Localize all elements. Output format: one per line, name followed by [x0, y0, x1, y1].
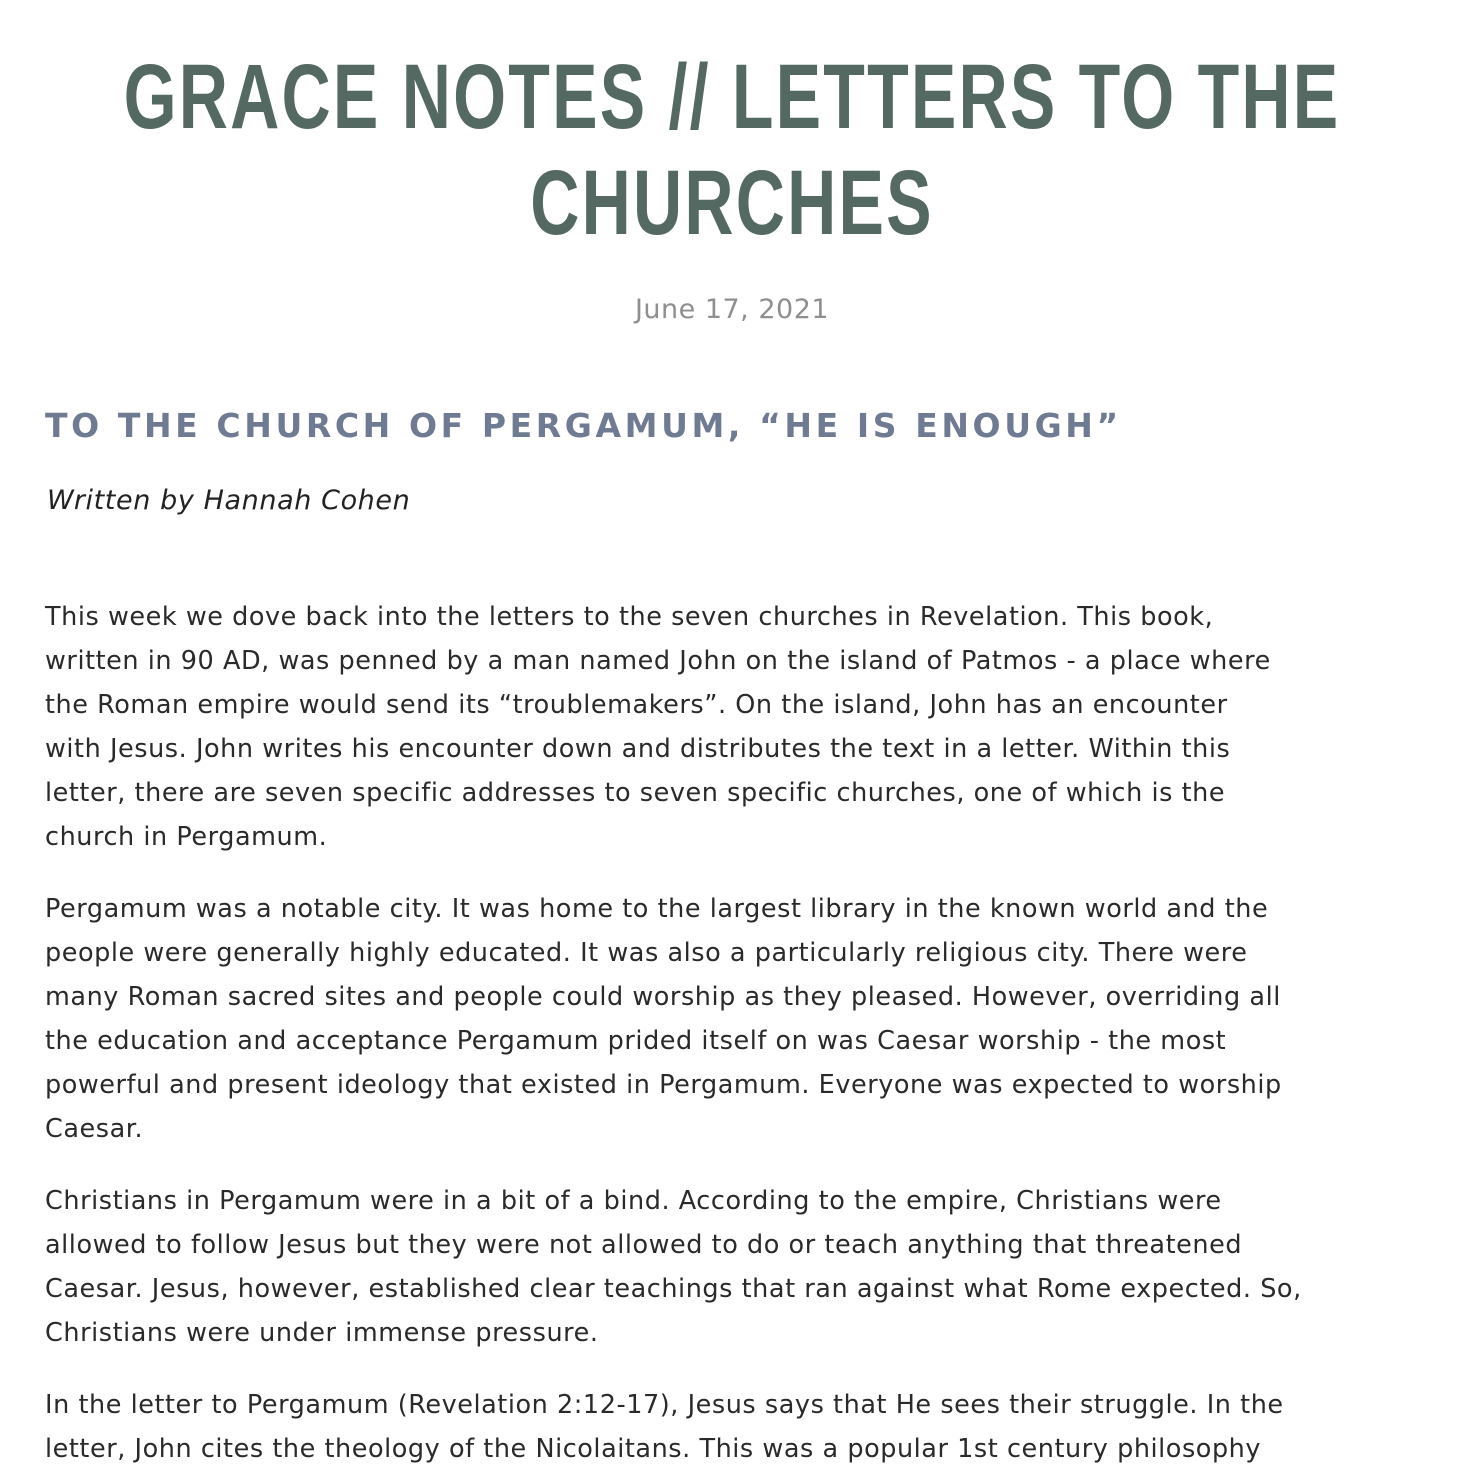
paragraph-line: Pergamum was a notable city. It was home to the largest library in the known world and the	[45, 894, 1269, 924]
post-subtitle: TO THE CHURCH OF PERGAMUM, “HE IS ENOUGH”	[45, 406, 1122, 445]
paragraph-line: people were generally highly educated. It was also a particularly religious city. There were	[45, 938, 1248, 968]
paragraph-line: many Roman sacred sites and people could worship as they pleased. However, overriding all	[45, 982, 1281, 1012]
page-title-text	[66, 44, 1398, 256]
paragraph-line: This week we dove back into the letters to the seven churches in Revelation. This book,	[45, 602, 1214, 632]
paragraph-1	[45, 595, 1445, 859]
paragraph-line: the education and acceptance Pergamum prided itself on was Caesar worship - the most	[45, 1026, 1227, 1056]
paragraph-line: allowed to follow Jesus but they were not allowed to do or teach anything that threatened	[45, 1230, 1243, 1260]
paragraph-line: church in Pergamum.	[45, 822, 328, 852]
post-date: June 17, 2021	[634, 294, 830, 325]
paragraph-line: letter, there are seven specific addresses to seven specific churches, one of which is the	[45, 778, 1226, 808]
paragraph-line: with Jesus. John writes his encounter down and distributes the text in a letter. Within this	[45, 734, 1231, 764]
author-byline: Written by Hannah Cohen	[47, 485, 411, 516]
paragraph-line: written in 90 AD, was penned by a man named John on the island of Patmos - a place where	[45, 646, 1271, 676]
paragraph-line: Caesar. Jesus, however, established clear teachings that ran against what Rome expected. So,	[45, 1274, 1302, 1304]
paragraph-line: Caesar.	[45, 1114, 144, 1144]
page-title-line-2: CHURCHES	[530, 152, 934, 254]
page-title-line-1: GRACE NOTES // LETTERS TO THE	[123, 46, 1341, 148]
paragraph-line: Christians were under immense pressure.	[45, 1318, 599, 1348]
paragraph-line: the Roman empire would send its “troublemakers”. On the island, John has an encounter	[45, 690, 1228, 720]
paragraph-3	[45, 1179, 1445, 1355]
page-title	[123, 44, 1341, 256]
paragraph-line: letter, John cites the theology of the Nicolaitans. This was a popular 1st century philosophy	[45, 1434, 1262, 1464]
paragraph-4	[45, 1383, 1445, 1464]
paragraph-2	[45, 887, 1445, 1151]
paragraph-line: In the letter to Pergamum (Revelation 2:12-17), Jesus says that He sees their struggle. In the	[45, 1390, 1284, 1420]
paragraph-line: powerful and present ideology that existed in Pergamum. Everyone was expected to worship	[45, 1070, 1282, 1100]
post-body	[45, 595, 1445, 1464]
paragraph-line: Christians in Pergamum were in a bit of a bind. According to the empire, Christians were	[45, 1186, 1222, 1216]
